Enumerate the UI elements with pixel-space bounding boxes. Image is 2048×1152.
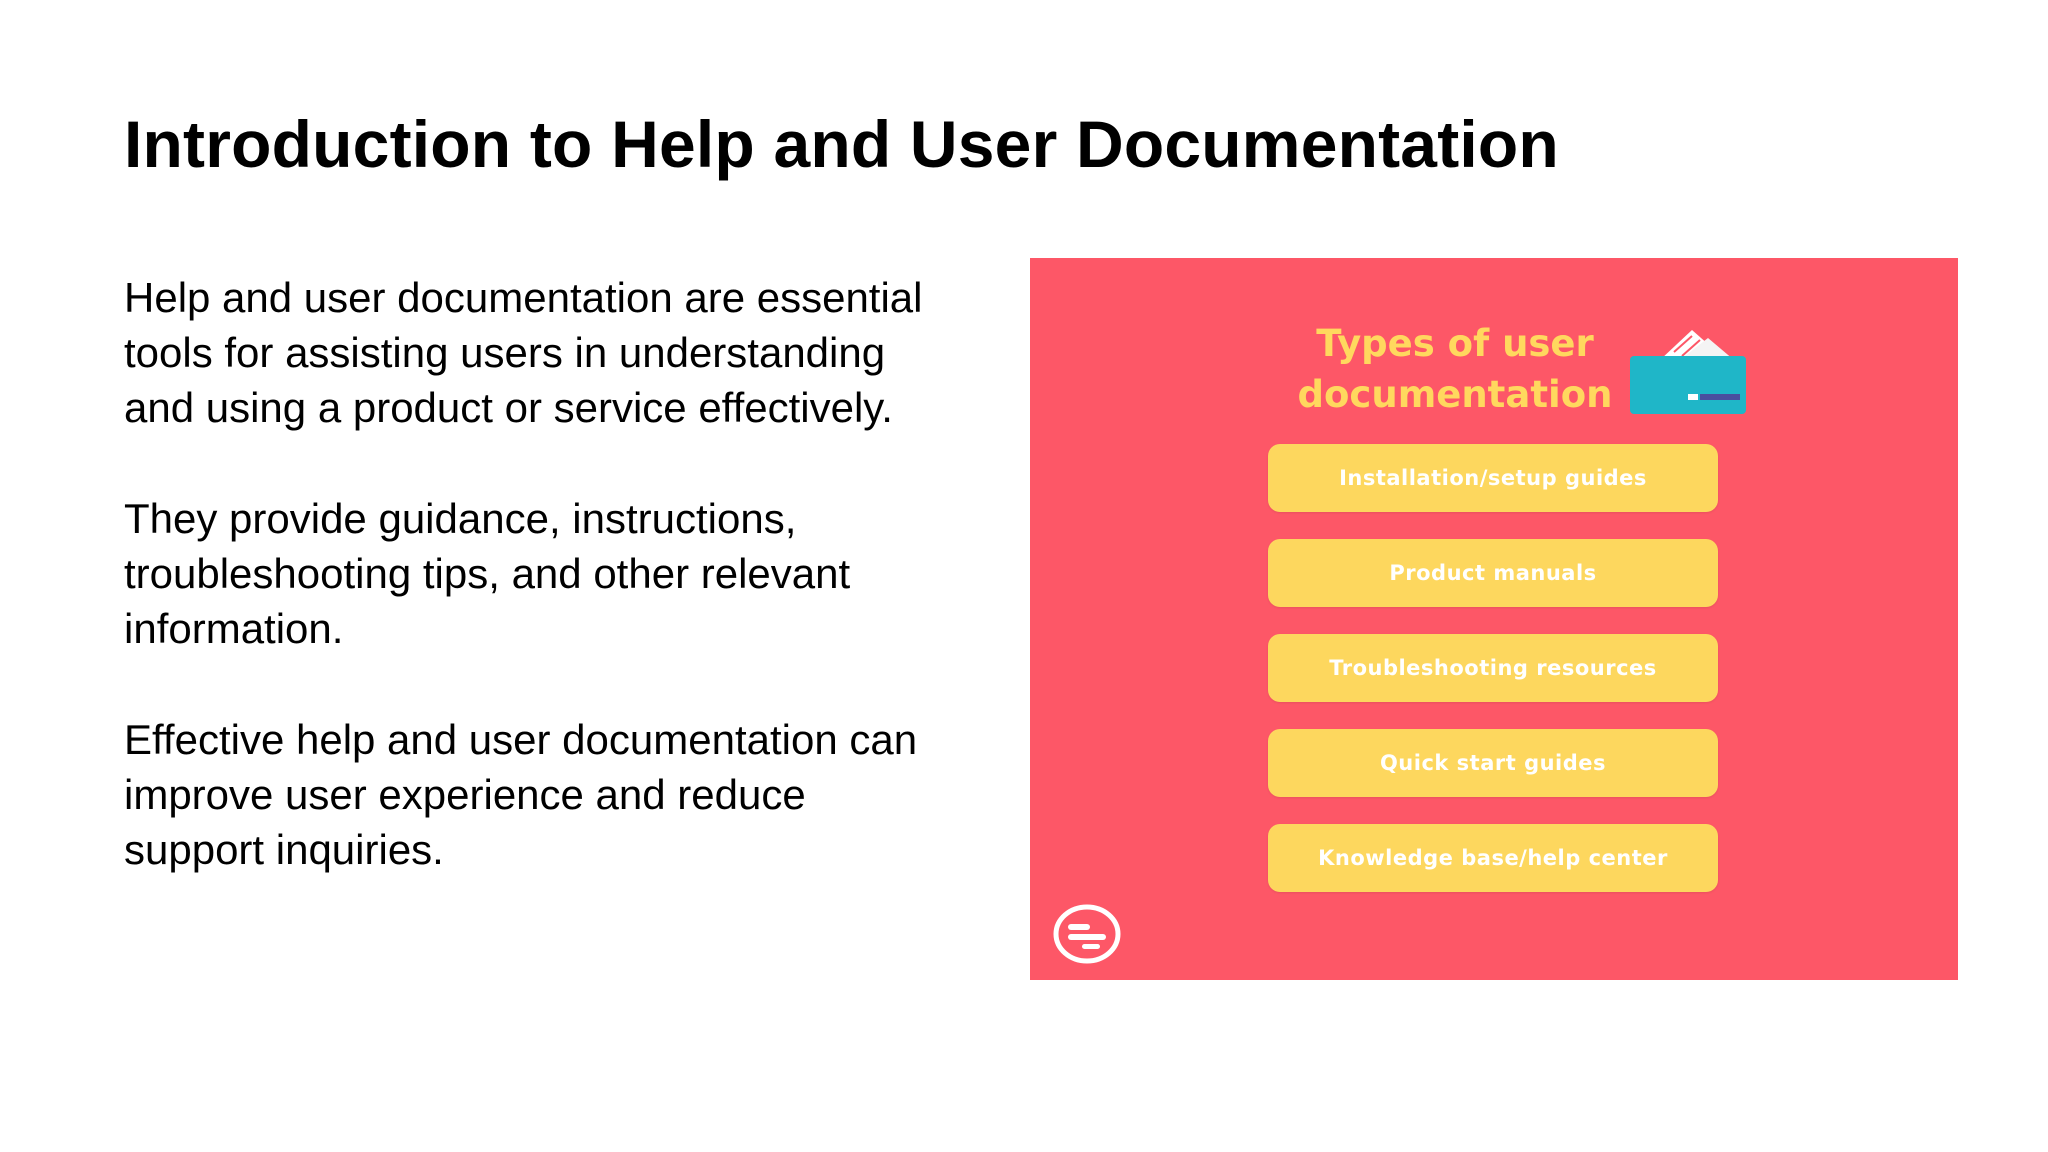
documentation-types-list xyxy=(1268,444,1718,919)
brand-logo-icon xyxy=(1052,904,1122,964)
list-item: Quick start guides xyxy=(1268,729,1718,797)
slide-title: Introduction to Help and User Documentation xyxy=(124,107,1559,181)
list-item: Installation/setup guides xyxy=(1268,444,1718,512)
list-item: Troubleshooting resources xyxy=(1268,634,1718,702)
folder-icon xyxy=(1630,326,1746,414)
list-item: Knowledge base/help center xyxy=(1268,824,1718,892)
documentation-types-infographic xyxy=(1030,258,1958,980)
body-paragraph-3: Effective help and user documentation can improve user experience and reduce support inquiries. xyxy=(124,716,918,873)
body-paragraph-1: Help and user documentation are essential tools for assisting users in understanding and using a product or service effectively. xyxy=(124,274,923,431)
body-paragraph-2: They provide guidance, instructions, troubleshooting tips, and other relevant information. xyxy=(124,495,851,652)
infographic-title: Types of user documentation xyxy=(1297,322,1613,416)
list-item: Product manuals xyxy=(1268,539,1718,607)
slide-body xyxy=(124,270,1024,933)
